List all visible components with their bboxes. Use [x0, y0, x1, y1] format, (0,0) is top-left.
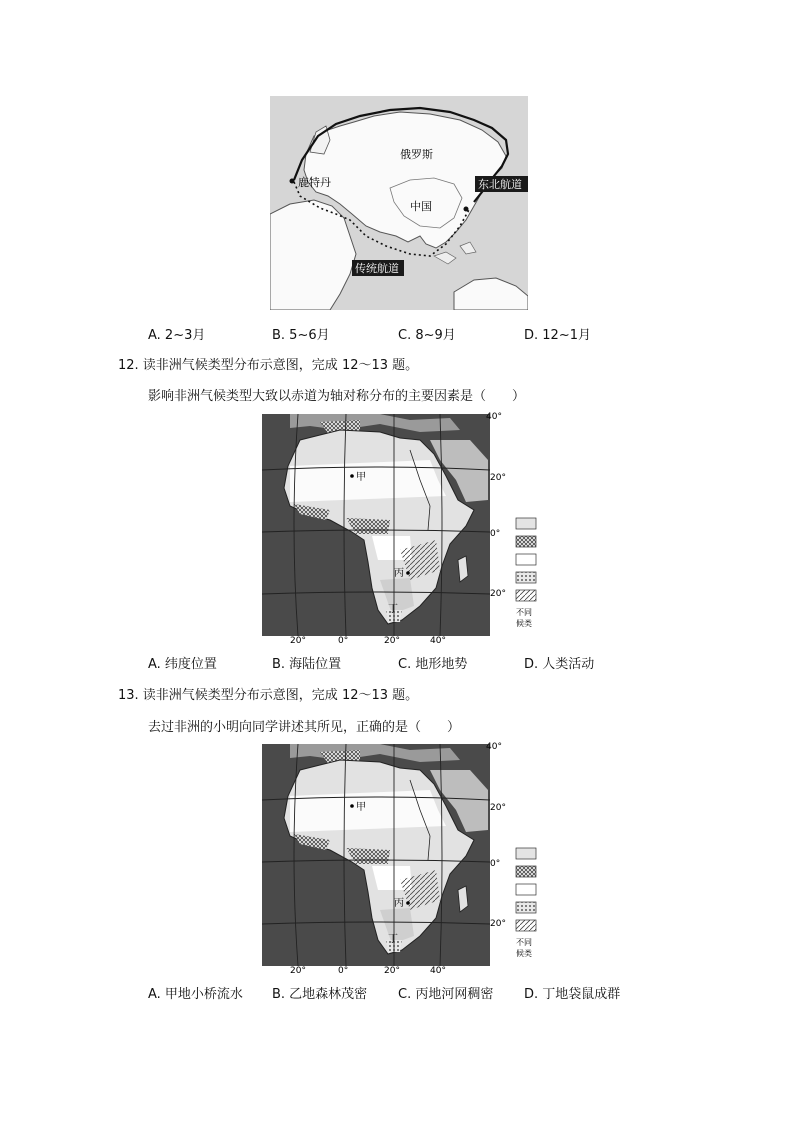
q11-option-c[interactable]: C. 8~9月 — [398, 328, 456, 343]
legend-footer: 候类 — [516, 619, 532, 628]
q13-option-c[interactable]: C. 丙地河网稠密 — [398, 987, 494, 1002]
q13-stem: 13. 读非洲气候类型分布示意图，完成 12～13 题。 — [118, 688, 419, 703]
label-northeast-route: 东北航道 — [478, 178, 522, 191]
lat-label: 40° — [486, 742, 502, 752]
lon-label: 40° — [430, 966, 446, 975]
q13-question: 去过非洲的小明向同学讲述其所见，正确的是（ ） — [148, 720, 461, 735]
q12-option-b[interactable]: B. 海陆位置 — [272, 657, 342, 672]
q11-option-b[interactable]: B. 5~6月 — [272, 328, 330, 343]
lon-label: 0° — [338, 966, 349, 975]
lat-label: 20° — [490, 803, 506, 813]
point-ding: 丁 — [388, 934, 398, 945]
legend-footer: 不同 — [516, 608, 532, 617]
lat-label: 20° — [490, 919, 506, 929]
q11-option-a[interactable]: A. 2~3月 — [148, 328, 206, 343]
lat-label: 40° — [486, 412, 502, 422]
legend-footer: 不同 — [516, 938, 532, 947]
point-ding: 丁 — [388, 604, 398, 615]
label-russia: 俄罗斯 — [400, 148, 433, 161]
point-jia: 甲 — [356, 802, 366, 813]
map-shipping-routes — [270, 96, 528, 310]
q12-option-c[interactable]: C. 地形地势 — [398, 657, 468, 672]
lon-label: 0° — [338, 636, 349, 645]
q12-option-d[interactable]: D. 人类活动 — [524, 657, 595, 672]
point-bing: 丙 — [394, 568, 404, 579]
q13-option-b[interactable]: B. 乙地森林茂密 — [272, 987, 368, 1002]
q11-option-d[interactable]: D. 12~1月 — [524, 328, 591, 343]
point-bing: 丙 — [394, 898, 404, 909]
lon-label: 20° — [384, 966, 400, 975]
q12-stem: 12. 读非洲气候类型分布示意图，完成 12～13 题。 — [118, 358, 419, 373]
label-china: 中国 — [410, 200, 432, 213]
label-rotterdam: 鹿特丹 — [298, 176, 331, 189]
map-legend — [516, 518, 536, 628]
label-traditional-route: 传统航道 — [355, 262, 399, 275]
q13-option-d[interactable]: D. 丁地袋鼠成群 — [524, 987, 621, 1002]
lon-label: 20° — [290, 966, 306, 975]
q12-question: 影响非洲气候类型大致以赤道为轴对称分布的主要因素是（ ） — [148, 389, 526, 404]
lat-label: 0° — [490, 529, 501, 539]
lat-label: 0° — [490, 859, 501, 869]
q13-option-a[interactable]: A. 甲地小桥流水 — [148, 987, 243, 1002]
lat-label: 20° — [490, 473, 506, 483]
lon-label: 20° — [290, 636, 306, 645]
lat-label: 20° — [490, 589, 506, 599]
africa-climate-map-q12 — [260, 410, 540, 645]
lon-label: 40° — [430, 636, 446, 645]
legend-footer: 候类 — [516, 949, 532, 958]
africa-climate-map-q13 — [260, 740, 540, 975]
point-jia: 甲 — [356, 472, 366, 483]
map-legend — [516, 848, 536, 958]
lon-label: 20° — [384, 636, 400, 645]
q12-option-a[interactable]: A. 纬度位置 — [148, 657, 217, 672]
rotterdam-marker — [290, 179, 295, 184]
